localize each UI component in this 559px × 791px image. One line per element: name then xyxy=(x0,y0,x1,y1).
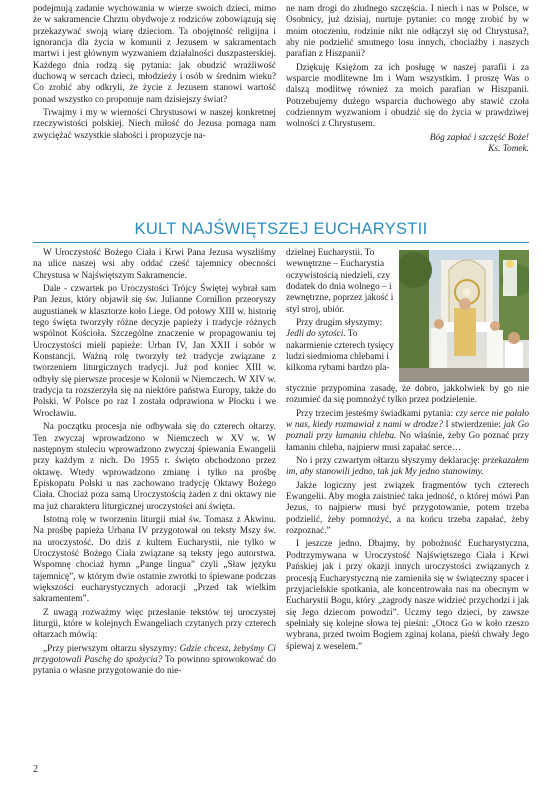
paragraph: W Uroczystość Bożego Ciała i Krwi Pana Jezusa wyszliśmy na ulice naszej wsi aby oddać cześć tajemnicy obecności Chrystusa w Najświętszym Sakramencie. xyxy=(33,248,276,281)
paragraph: Istotną rolę w tworzeniu liturgii miał św. Tomasz z Akwinu. Na prośbę papieża Urbana IV przygotował on teksty Mszy św. na uroczystość. Do dziś z kultem Eucharystii, nie tylko w Uroczystość Bożego Ciała związane są teksty jego autorstwa. Wspomnę chociaż hymn „Pange lingua” czyli „Sław języku tajemnicę”, w którym dwie ostatnie zwrotki to śpiewane podczas większości eucharystycznych adoracji „Przed tak wielkim sakramentem”. xyxy=(33,514,276,605)
paragraph: Jakże logiczny jest związek fragmentów tych czterech Ewangelii. Aby mogła zaistnieć taka jedność, o której mówi Pan Jezus, to najpierw musi być przygotowanie, potem trzeba podzielić, żeby pomnożyć, a na końcu trzeba zapałać, żeby rozpoznać.” xyxy=(286,480,529,537)
paragraph: Na początku procesja nie odbywała się do czterech ołtarzy. Ten zwyczaj wprowadzono w Niemczech w XV w. W następnym stuleciu wprowadzono zwyczaj śpiewania Ewangelii przy każdym z nich. Do 1955 r. święto obchodzono przez oktawę. Wtedy wprowadzono zmianę i tylko na prośbę Episkopatu Polski u nas zachowano tradycję Oktawy Bożego Ciała. Chociaż poza samą Uroczystością żaden z dni oktawy nie ma już charakteru liturgicznej uroczystości ani święta. xyxy=(33,422,276,512)
italic-quote: Jedli do sytości. xyxy=(286,329,346,340)
text-run: Przy trzecim jesteśmy świadkami pytania: xyxy=(296,408,456,419)
page-number: 2 xyxy=(33,764,38,775)
text-run: „Przy pierwszym ołtarzu słyszymy: xyxy=(43,643,180,654)
paragraph-second-altar xyxy=(286,318,394,375)
text-run: To nakarmienie czterech tysięcy ludzi siedmioma chlebami i kilkoma rybami bardzo pla- xyxy=(286,329,394,374)
title-divider xyxy=(33,242,529,243)
bottom-left-column xyxy=(33,248,276,680)
text-run: No i przy czwartym ołtarzu słyszymy deklarację: xyxy=(296,456,483,467)
text-run: I stwierdzenie: xyxy=(442,420,504,431)
section-title: KULT NAJŚWIĘTSZEJ EUCHARYSTII xyxy=(134,220,428,238)
paragraph: dzielnej Eucharystii. To wewnętrzne – Eucharystia oczywistością niedzieli, czy dodatek do dnia wolnego – i zewnętrzne, poprzez jakość i styl stroj, ubiór. xyxy=(286,248,394,315)
italic-quote: jak Go poznali przy łamaniu chleba. xyxy=(286,420,530,442)
signoff-blessing: Bóg zapłać i szczęść Boże! xyxy=(429,132,529,143)
signoff-author: Ks. Tomek. xyxy=(488,144,529,155)
text-run: Przy drugim słyszymy: xyxy=(296,318,383,329)
bottom-right-wide-column xyxy=(286,384,529,655)
altar-procession-image xyxy=(399,250,529,382)
text-run: To powinno sprowokować do pytania o własne przygotowanie do nie- xyxy=(33,655,276,677)
paragraph-fourth-altar xyxy=(286,456,529,479)
paragraph: I jeszcze jedno. Dbajmy, by pobożność Eucharystyczna, Podtrzymywana w Uroczystość Najświętszego Ciała i Krwi Pańskiej jak i przy okazji innych uroczystości związanych z procesją Eucharystyczną nie zamieniła się w świąteczny spacer i przyjacielskie spotkania, ale koncentrowała nas na obecnym w Eucharystii Bogu, który „zagrody nasze widzieć przychodzi i jak się Jego dziecom powodzi”. Uczmy tego dzieci, by zawsze spełniały się kolejne słowa tej pieśni: „Otocz Go w koło rzeszo wybrana, przed twoim Bogiem zginaj kolana, pieśń chwały Jego śpiewaj z weselem.” xyxy=(286,539,529,652)
paragraph: ne nam drogi do złudnego szczęścia. I niech i nas w Polsce, w Osobnicy, już dzisiaj, nurtuje pytanie: co mogę zrobić by w moim otoczeniu, rodzinie nikt nie odłączył się od Chrystusa?, aby nie podzielić smutnego losu innych, chociażby i naszych parafian z Hiszpanii? xyxy=(286,4,529,60)
paragraph: Trwajmy i my w wierności Chrystusowi w naszej konkretnej rzeczywistości polskiej. Niech miłość do Jezusa pomaga nam zwyciężać wszystkie słabości i propozycje na- xyxy=(33,108,276,141)
top-left-column xyxy=(33,4,276,144)
bottom-right-narrow-column xyxy=(286,248,394,377)
italic-quote: Gdzie chcesz, żebyśmy Ci przygotowali Paschę do spożycia? xyxy=(33,643,276,666)
paragraph: Dziękuję Księżom za ich posługę w naszej parafii i za wsparcie modlitewne Im i Wam wszystkim. I proszę Was o dalszą modlitwę również za moich parafian w Hiszpanii. Potrzebujemy dużego wsparcia duchowego aby stawić czoła codziennym wyzwaniom i obudzić się do życia w prawdziwej wolności z Chrystusem. xyxy=(286,62,529,130)
top-right-column xyxy=(286,4,529,155)
procession-photo xyxy=(399,250,529,382)
italic-quote: czy serce nie pałało w nas, kiedy rozmawiał z nami w drodze? xyxy=(286,408,530,431)
paragraph: stycznie przypomina zasadę, że dobro, jakkolwiek by go nie rozumieć da się pomnożyć tylko przez podzielenie. xyxy=(286,384,529,406)
paragraph-third-altar xyxy=(286,409,529,454)
paragraph: podejmują zadanie wychowania w wierze swoich dzieci, mimo że w sakramencie Chrztu obydwoje z rodziców zobowiązują się przekazywać swoją wiarę dzieciom. Ta obojętność religijna i ignorancja dla życia w komunii z Jezusem w sakramentach martwi i jest głównym wyzwaniem działalności duszpasterskiej. Każdego dnia rodzą się pytania: jak obudzić wrażliwość duchową w sercach dzieci, młodzieży i osób w średnim wieku? Co zrobić aby odkryli, że życie z Jezusem stanowi wartość ponad wszystko co proponuje nam dzisiejszy świat? xyxy=(33,4,276,105)
italic-quote: przekazałem im, aby stanowili jedno, tak jak My jedno stanowimy. xyxy=(286,456,529,478)
section-header xyxy=(33,220,529,244)
paragraph: Z uwagą rozważmy więc przesłanie tekstów tej uroczystej liturgii, które w kolejnych Ewangeliach czytanych przy czterech ołtarzach mówią: xyxy=(33,607,276,641)
text-run: No właśnie, żeby Go poznać przy łamaniu chleba, najpierw musi zapałać serce… xyxy=(286,431,529,453)
paragraph-first-altar xyxy=(33,644,276,678)
paragraph: Dale - czwartek po Uroczystości Trójcy Świętej wybrał sam Pan Jezus, który objawił się św. Julianne Cornillon przeoryszy augustianek w klasztorze koło Liege. Od połowy XIII w. historię tego święta tworzyły różne decyzje papieży i tradycje różnych wspólnot Kościoła. Szczególne znaczenie w propagowaniu tej Uroczystości mieli papieże: Urban IV, Jan XXII i sobór w Konstancji. Ważną rolę tworzyły też tradycje związane z tworzeniem liturgicznych tradycji. Już pod koniec XIII w. odbyły się pierwsze procesje w Kolonii w Niemczech. W XIV w. tradycja ta rozszerzyła się na niektóre państwa Europy, także do Polski. W Polsce po raz I została odprawiona w Płocku i we Wrocławiu. xyxy=(33,284,276,419)
